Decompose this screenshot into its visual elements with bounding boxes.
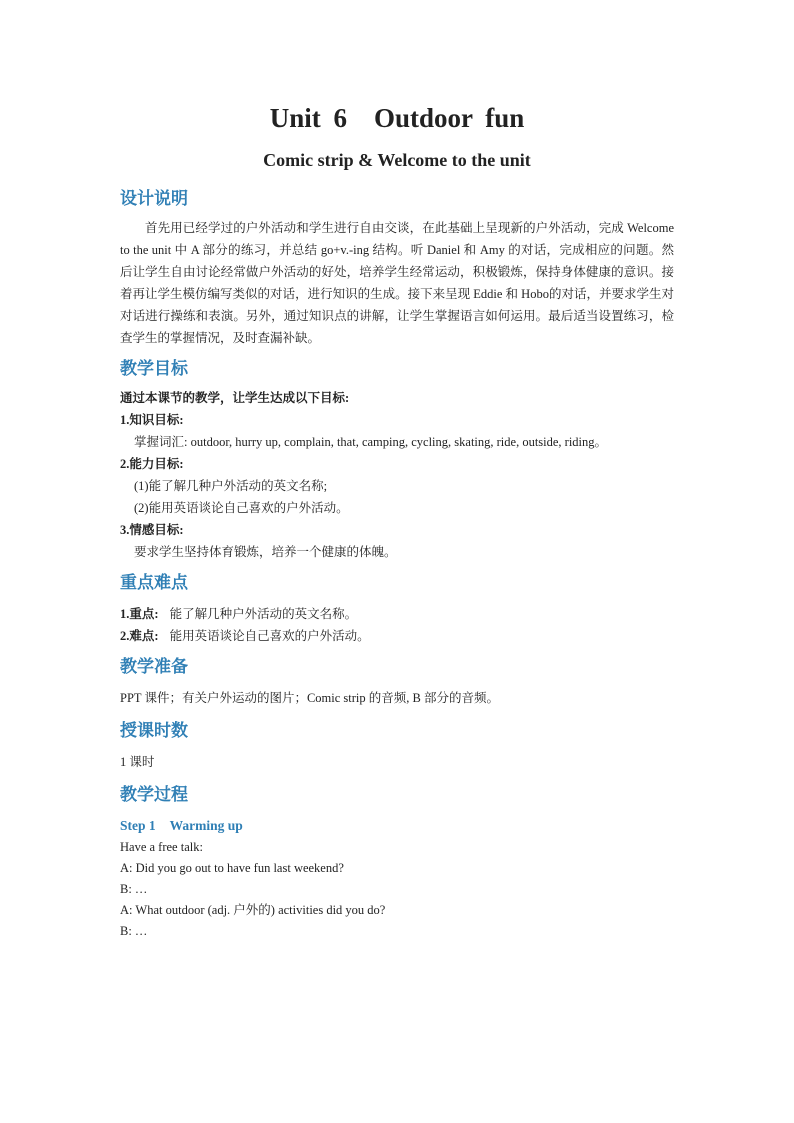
dialog-line: B: … [120,882,148,896]
difficult-point-text: 能用英语谈论自己喜欢的户外活动。 [169,629,370,643]
section-heading-goals: 教学目标 [120,359,188,379]
document-subtitle: Comic strip & Welcome to the unit [263,150,531,170]
dialog-line: B: … [120,924,148,938]
knowledge-goal-label: 1.知识目标: [120,413,184,427]
ability-goal-item: (1)能了解几种户外活动的英文名称; [134,479,328,493]
key-point-row [120,603,674,625]
design-paragraph: 首先用已经学过的户外活动和学生进行自由交谈，在此基础上呈现新的户外活动，完成 Welcome to the unit 中 A 部分的练习，并总结 go+v.-ing 结构。听 Daniel 和 Amy 的对话，完成相应的问题。然后让学生自由讨论经常做户外活动的好处，培养学生经常运动，积极锻炼，保持身体健康的意识。接着再让学生模仿编写类似的对话，进行知识的生成。接下来呈现 Eddie 和 Hobo的对话，并要求学生对对话进行操练和表演。另外，通过知识点的讲解，让学生掌握语言如何运用。最后适当设置练习，检查学生的掌握情况，及时查漏补缺。 [120,221,674,345]
key-point-label: 1.重点: [120,607,159,621]
section-heading-design: 设计说明 [120,189,188,209]
dialog-line: Have a free talk: [120,840,203,854]
step-heading [120,815,674,837]
section-heading-process: 教学过程 [120,785,188,805]
goals-intro: 通过本课节的教学，让学生达成以下目标: [120,391,350,405]
key-point-text: 能了解几种户外活动的英文名称。 [169,607,358,621]
difficult-point-label: 2.难点: [120,629,159,643]
knowledge-goal-text: 掌握词汇: outdoor, hurry up, complain, that, camping, cycling, skating, ride, outside, riding。 [134,435,608,449]
ability-goal-label: 2.能力目标: [120,457,184,471]
section-heading-key-points: 重点难点 [120,573,188,593]
section-heading-hours: 授课时数 [120,721,188,741]
ability-goal-item: (2)能用英语谈论自己喜欢的户外活动。 [134,501,349,515]
document-title: Unit 6 Outdoor fun [269,103,525,133]
step-label: Step 1 [120,818,156,833]
hours-text: 1 课时 [120,755,155,769]
emotion-goal-text: 要求学生坚持体育锻炼，培养一个健康的体魄。 [134,545,397,559]
emotion-goal-label: 3.情感目标: [120,523,184,537]
dialog-line: A: Did you go out to have fun last weekend? [120,861,344,875]
difficult-point-row [120,625,674,647]
section-heading-preparation: 教学准备 [120,657,188,677]
step-title: Warming up [169,818,243,833]
dialog-line: A: What outdoor (adj. 户外的) activities did you do? [120,903,386,917]
preparation-text: PPT 课件；有关户外运动的图片；Comic strip 的音频, B 部分的音频。 [120,691,499,705]
